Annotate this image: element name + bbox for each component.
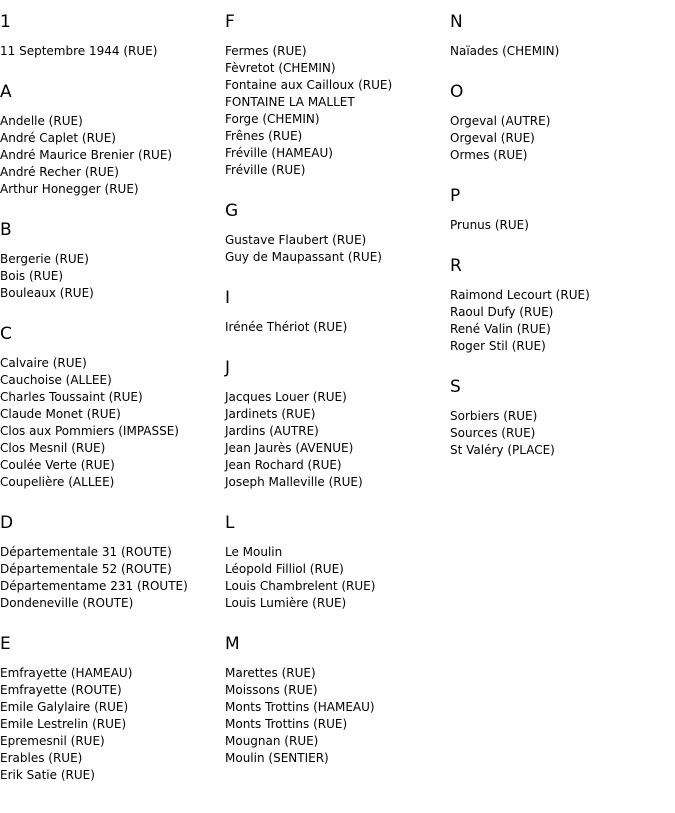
section-letter-heading: F (225, 12, 235, 32)
street-name: Sources (RUE) (450, 426, 536, 440)
street-list (0, 355, 222, 491)
street-list (450, 287, 672, 355)
letter-section (450, 12, 672, 60)
street-name: 11 Septembre 1944 (RUE) (0, 44, 158, 58)
street-name: André Caplet (RUE) (0, 131, 116, 145)
letter-section (225, 288, 447, 336)
street-name: Mougnan (RUE) (225, 734, 319, 748)
street-name: Prunus (RUE) (450, 218, 529, 232)
street-name: FONTAINE LA MALLET (225, 95, 355, 109)
street-name: Départementale 31 (ROUTE) (0, 545, 172, 559)
section-letter-heading: L (225, 513, 235, 533)
letter-section (0, 12, 222, 60)
letter-section (0, 324, 222, 491)
section-letter-heading: A (0, 82, 12, 102)
street-name: Emile Lestrelin (RUE) (0, 717, 127, 731)
letter-section (0, 220, 222, 302)
street-name: Fréville (RUE) (225, 163, 306, 177)
street-index-column-3 (450, 12, 672, 481)
letter-section (0, 82, 222, 198)
section-letter-heading: J (225, 358, 231, 378)
street-list (0, 544, 222, 612)
street-name: Cauchoise (ALLEE) (0, 373, 112, 387)
street-name: Guy de Maupassant (RUE) (225, 250, 382, 264)
street-name: Jean Jaurès (AVENUE) (225, 441, 354, 455)
street-name: Forge (CHEMIN) (225, 112, 320, 126)
street-name: Départementame 231 (ROUTE) (0, 579, 188, 593)
street-list (0, 251, 222, 302)
section-letter-heading: O (450, 82, 464, 102)
section-letter-heading: C (0, 324, 12, 344)
section-letter-heading: B (0, 220, 12, 240)
street-list (450, 43, 672, 60)
street-name: Raimond Lecourt (RUE) (450, 288, 590, 302)
street-name: Jardinets (RUE) (225, 407, 316, 421)
street-name: Jean Rochard (RUE) (225, 458, 342, 472)
street-name: Monts Trottins (RUE) (225, 717, 348, 731)
street-name: Charles Toussaint (RUE) (0, 390, 143, 404)
street-list (225, 232, 447, 266)
street-list (225, 43, 447, 179)
street-name: Léopold Filliol (RUE) (225, 562, 344, 576)
section-letter-heading: I (225, 288, 231, 308)
street-name: Arthur Honegger (RUE) (0, 182, 139, 196)
street-name: Orgeval (AUTRE) (450, 114, 551, 128)
street-name: Bergerie (RUE) (0, 252, 89, 266)
street-name: André Recher (RUE) (0, 165, 119, 179)
street-name: Fontaine aux Cailloux (RUE) (225, 78, 393, 92)
street-name: Fèvretot (CHEMIN) (225, 61, 336, 75)
street-list (450, 217, 672, 234)
street-name: Jardins (AUTRE) (225, 424, 319, 438)
street-name: Claude Monet (RUE) (0, 407, 121, 421)
street-list (225, 665, 447, 767)
street-name: Irénée Thériot (RUE) (225, 320, 348, 334)
street-list (225, 544, 447, 612)
street-list (225, 319, 447, 336)
letter-section (225, 634, 447, 767)
street-name: Bois (RUE) (0, 269, 64, 283)
section-letter-heading: S (450, 377, 461, 397)
street-list (450, 408, 672, 459)
street-name: Départementale 52 (ROUTE) (0, 562, 172, 576)
street-list (0, 665, 222, 784)
letter-section (450, 256, 672, 355)
street-index-column-2 (225, 12, 447, 789)
section-letter-heading: G (225, 201, 239, 221)
street-name: René Valin (RUE) (450, 322, 551, 336)
street-name: Clos Mesnil (RUE) (0, 441, 106, 455)
street-name: Emfrayette (HAMEAU) (0, 666, 133, 680)
street-list (0, 113, 222, 198)
street-name: Frênes (RUE) (225, 129, 303, 143)
section-letter-heading: M (225, 634, 240, 654)
street-name: André Maurice Brenier (RUE) (0, 148, 173, 162)
section-letter-heading: D (0, 513, 14, 533)
street-name: Erables (RUE) (0, 751, 83, 765)
street-list (450, 113, 672, 164)
street-list (225, 389, 447, 491)
section-letter-heading: R (450, 256, 462, 276)
letter-section (0, 513, 222, 612)
street-name: Dondeneville (ROUTE) (0, 596, 134, 610)
street-name: Fermes (RUE) (225, 44, 307, 58)
street-name: Sorbiers (RUE) (450, 409, 538, 423)
street-index-column-1 (0, 12, 222, 806)
section-letter-heading: E (0, 634, 11, 654)
street-name: Andelle (RUE) (0, 114, 83, 128)
street-name: Ormes (RUE) (450, 148, 528, 162)
street-name: Clos aux Pommiers (IMPASSE) (0, 424, 179, 438)
street-list (0, 43, 222, 60)
street-name: Monts Trottins (HAMEAU) (225, 700, 375, 714)
letter-section (225, 12, 447, 179)
street-name: Jacques Louer (RUE) (225, 390, 347, 404)
letter-section (225, 201, 447, 266)
street-name: Naïades (CHEMIN) (450, 44, 560, 58)
letter-section (450, 186, 672, 234)
street-name: Calvaire (RUE) (0, 356, 87, 370)
street-name: Roger Stil (RUE) (450, 339, 546, 353)
street-name: Moulin (SENTIER) (225, 751, 329, 765)
street-name: Emile Galylaire (RUE) (0, 700, 129, 714)
street-name: Louis Lumière (RUE) (225, 596, 347, 610)
letter-section (0, 634, 222, 784)
street-name: Coulée Verte (RUE) (0, 458, 115, 472)
street-name: Gustave Flaubert (RUE) (225, 233, 367, 247)
street-name: Moissons (RUE) (225, 683, 318, 697)
street-name: Erik Satie (RUE) (0, 768, 95, 782)
letter-section (450, 82, 672, 164)
letter-section (450, 377, 672, 459)
street-name: Marettes (RUE) (225, 666, 316, 680)
street-name: Louis Chambrelent (RUE) (225, 579, 376, 593)
street-name: Epremesnil (RUE) (0, 734, 105, 748)
street-name: Raoul Dufy (RUE) (450, 305, 554, 319)
street-name: Orgeval (RUE) (450, 131, 535, 145)
section-letter-heading: 1 (0, 12, 11, 32)
street-name: Joseph Malleville (RUE) (225, 475, 363, 489)
street-name: Coupelière (ALLEE) (0, 475, 115, 489)
street-name: Bouleaux (RUE) (0, 286, 94, 300)
street-name: Fréville (HAMEAU) (225, 146, 333, 160)
street-name: Emfrayette (ROUTE) (0, 683, 122, 697)
street-name: St Valéry (PLACE) (450, 443, 555, 457)
letter-section (225, 513, 447, 612)
section-letter-heading: P (450, 186, 461, 206)
street-name: Le Moulin (225, 545, 283, 559)
section-letter-heading: N (450, 12, 463, 32)
letter-section (225, 358, 447, 491)
